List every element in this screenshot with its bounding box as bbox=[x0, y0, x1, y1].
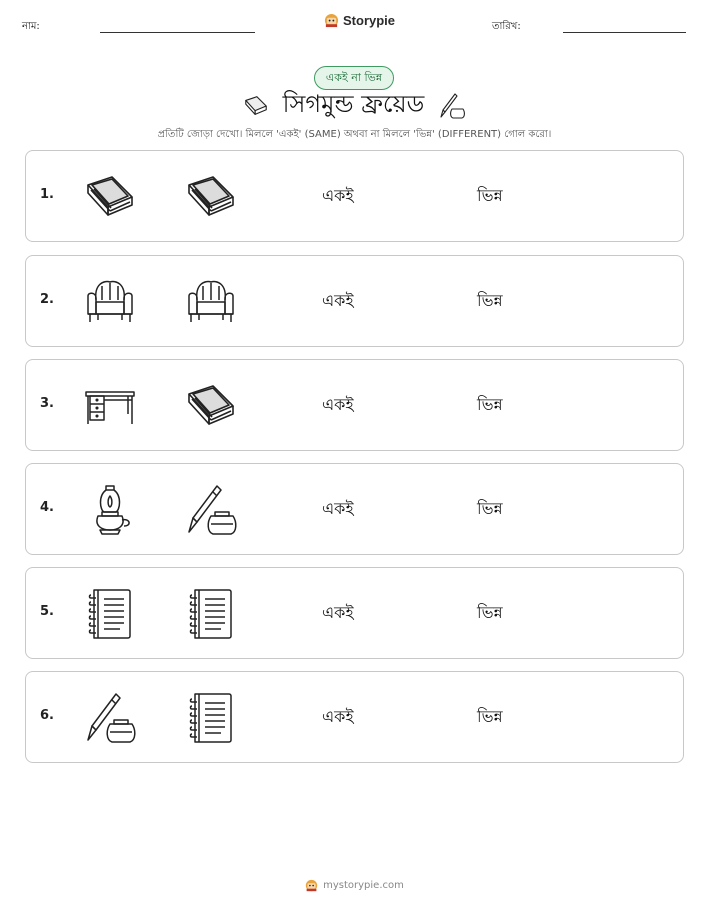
question-row bbox=[25, 255, 684, 347]
book-icon bbox=[183, 169, 239, 225]
option-different[interactable]: ভিন্ন bbox=[477, 186, 503, 205]
option-same[interactable]: একই bbox=[322, 291, 354, 310]
date-line[interactable] bbox=[563, 32, 686, 33]
instructions: প্রতিটি জোড়া দেখো। মিললে 'একই' (SAME) অথবা না মিললে 'ভিন্ন' (DIFFERENT) গোল করো। bbox=[157, 129, 552, 140]
notebook-icon bbox=[183, 690, 239, 746]
desk-icon bbox=[82, 378, 138, 434]
footer-site: mystorypie.com bbox=[323, 880, 404, 891]
storypie-mascot-icon bbox=[324, 13, 339, 28]
book-icon bbox=[82, 169, 138, 225]
option-same[interactable]: একই bbox=[322, 395, 354, 414]
book-icon bbox=[183, 378, 239, 434]
question-row bbox=[25, 150, 684, 242]
question-number: 6. bbox=[40, 708, 54, 723]
option-different[interactable]: ভিন্ন bbox=[477, 603, 503, 622]
option-different[interactable]: ভিন্ন bbox=[477, 291, 503, 310]
name-line[interactable] bbox=[100, 32, 255, 33]
question-number: 5. bbox=[40, 604, 54, 619]
question-row bbox=[25, 463, 684, 555]
brand-name: Storypie bbox=[343, 13, 396, 28]
armchair-icon bbox=[183, 274, 239, 330]
armchair-icon bbox=[82, 274, 138, 330]
footer bbox=[0, 879, 709, 892]
page-title: সিগমুন্ড ফ্রয়েড bbox=[282, 90, 425, 118]
option-same[interactable]: একই bbox=[322, 186, 354, 205]
option-different[interactable]: ভিন্ন bbox=[477, 707, 503, 726]
title-row bbox=[0, 88, 709, 124]
question-row bbox=[25, 671, 684, 763]
question-number: 1. bbox=[40, 187, 54, 202]
worksheet-badge: একই না ভিন্ন bbox=[314, 66, 394, 90]
question-row bbox=[25, 359, 684, 451]
notebook-icon bbox=[82, 586, 138, 642]
option-different[interactable]: ভিন্ন bbox=[477, 395, 503, 414]
pen-inkwell-icon bbox=[438, 92, 466, 120]
question-number: 3. bbox=[40, 396, 54, 411]
option-same[interactable]: একই bbox=[322, 499, 354, 518]
question-number: 2. bbox=[40, 292, 54, 307]
storypie-mascot-icon bbox=[305, 879, 318, 892]
book-icon bbox=[243, 93, 269, 119]
name-label: নাম: bbox=[22, 21, 40, 32]
oil-lamp-icon bbox=[82, 482, 138, 538]
question-number: 4. bbox=[40, 500, 54, 515]
notebook-icon bbox=[183, 586, 239, 642]
date-label: তারিখ: bbox=[492, 21, 521, 32]
option-same[interactable]: একই bbox=[322, 707, 354, 726]
question-row bbox=[25, 567, 684, 659]
option-different[interactable]: ভিন্ন bbox=[477, 499, 503, 518]
pen-inkwell-icon bbox=[82, 690, 138, 746]
option-same[interactable]: একই bbox=[322, 603, 354, 622]
pen-inkwell-icon bbox=[183, 482, 239, 538]
brand-logo bbox=[324, 13, 395, 28]
